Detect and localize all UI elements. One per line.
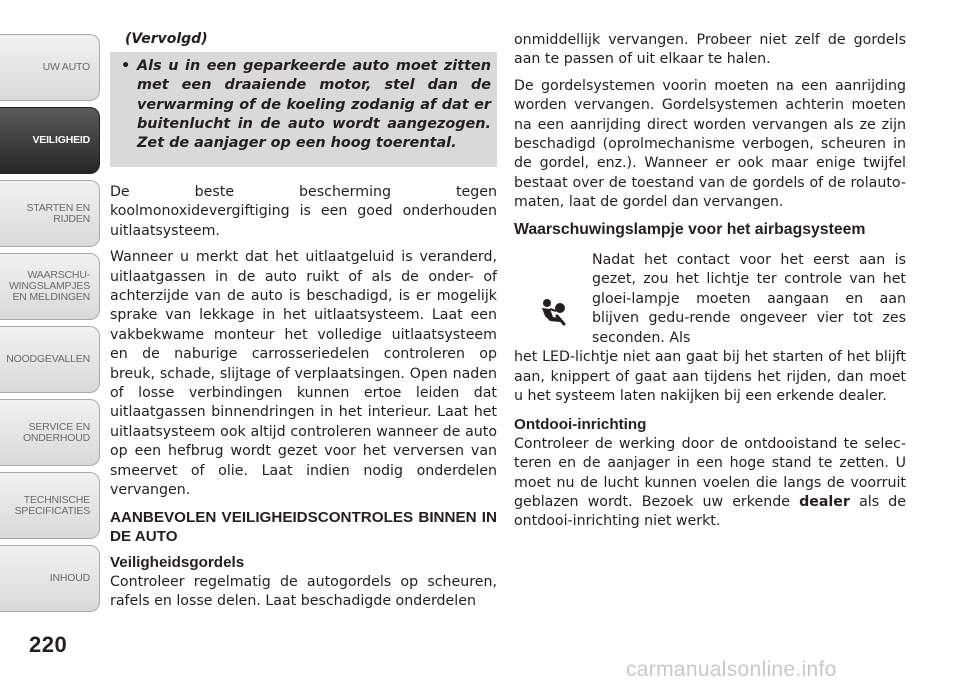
tab-technische-specificaties[interactable]	[0, 472, 100, 539]
tab-inhoud[interactable]	[0, 545, 100, 612]
tab-label: SERVICE EN ONDERHOUD	[22, 420, 90, 444]
bullet: •	[121, 58, 131, 74]
tab-veiligheid[interactable]	[0, 107, 100, 174]
subheading: Veiligheidsgordels	[110, 554, 245, 572]
tab-noodgevallen[interactable]	[0, 326, 100, 393]
warning-box	[110, 52, 497, 167]
paragraph: onmiddellijk vervangen. Probeer niet zelf de gordels aan te passen of uit elkaar te halen.	[514, 32, 906, 68]
airbag-text: het LED-lichtje niet aan gaat bij het starten of het blijft aan, knippert of gaat aan tijdens het rijden, dan moet u het systeem laten nakijken bij een erkende dealer.	[514, 349, 906, 404]
tab-label: TECHNISCHE SPECIFICATIES	[14, 493, 90, 517]
tab-label: WAARSCHU- WINGSLAMPJES EN MELDINGEN	[8, 269, 90, 303]
warning-text: Als u in een geparkeerde auto moet zitten met een draaiende motor, stel dan de verwarming of de koeling zodanig af dat er buitenlucht in de auto wordt aangezogen. Zet de aanjager op een hoog toerental.	[137, 58, 491, 152]
tab-label: STARTEN EN RIJDEN	[26, 201, 90, 225]
section-heading: AANBEVOLEN VEILIGHEIDSCONTROLES BINNEN IN DE AUTO	[110, 508, 497, 545]
airbag-text-indented: Nadat het contact voor het eerst aan is gezet, zou het lichtje ter controle van het gloei-lampje moeten aangaan en aan blijven gedu-rende ongeveer vier tot zes seconden. Als	[592, 252, 906, 346]
watermark: carmanualsonline.info	[626, 658, 837, 681]
tab-waarschuwingslampjes[interactable]	[0, 253, 100, 320]
paragraph: De beste bescherming tegen koolmonoxidevergiftiging is een goed onderhouden uitlaatsysteem.	[110, 184, 497, 239]
paragraph: Controleer regelmatig de autogordels op scheuren, rafels en losse delen. Laat beschadigde onderdelen	[110, 573, 497, 610]
paragraph: Wanneer u merkt dat het uitlaatgeluid is veranderd, uitlaatgassen in de auto ruikt of als de onder- of achterzijde van de auto is beschadigd, is er mogelijk sprake van lekkage in het uitlaatsysteem. Laat een vakbekwame monteur het volledige uitlaatsysteem en de naburige carrosseriedelen controleren op breuk, schade, slijtage of verplaatsingen. Open naden of losse verbindingen kunnen ertoe leiden dat uitlaatgassen binnendringen in het interieur. Laat het uitlaatsysteem ook altijd controleren wanneer de auto op een hefbrug wordt gezet voor het verversen van smeervet of olie. Laat indien nodig onderdelen vervangen.	[110, 249, 497, 499]
tab-label: NOODGEVALLEN	[6, 353, 90, 365]
text-run: als de ontdooi-inrichting niet werkt.	[514, 493, 906, 530]
tab-label: VEILIGHEID	[32, 134, 90, 146]
left-column	[110, 183, 497, 619]
tab-uw-auto[interactable]	[0, 34, 100, 101]
tab-service-en-onderhoud[interactable]	[0, 399, 100, 466]
page-number: 220	[29, 632, 68, 657]
paragraph: De gordelsystemen voorin moeten na een aanrijding worden vervangen. Gordelsystemen achterin moeten na een aanrijding direct worden vervangen als ze zijn beschadigd (oprolmechanisme verbogen, scheuren in de gordel, enz.). Wanneer er ook maar enige twijfel bestaat over de toestand van de gordels of de rolauto-maten, laat de gordel dan vervangen.	[514, 77, 906, 211]
defrost-text	[514, 435, 906, 532]
continued-label: (Vervolgd)	[125, 31, 208, 47]
bold-term: dealer	[799, 493, 850, 510]
tab-label: UW AUTO	[42, 61, 90, 73]
chapter-tabs	[0, 0, 102, 678]
right-column	[514, 31, 906, 539]
airbag-warning-icon	[536, 296, 568, 328]
tab-label: INHOUD	[49, 572, 90, 584]
warning-paragraph	[121, 57, 491, 153]
text-run: Controleer de werking door de ontdooistand te selec-teren en de aanjager in een hoge stand te zetten. U moet nu de lucht kunnen voelen die langs de voorruit geblazen wordt. Bezoek uw erkende	[514, 435, 906, 510]
defrost-heading: Ontdooi-inrichting	[514, 416, 647, 434]
tab-starten-en-rijden[interactable]	[0, 180, 100, 247]
airbag-heading: Waarschuwingslampje voor het airbagsysteem	[514, 220, 866, 238]
